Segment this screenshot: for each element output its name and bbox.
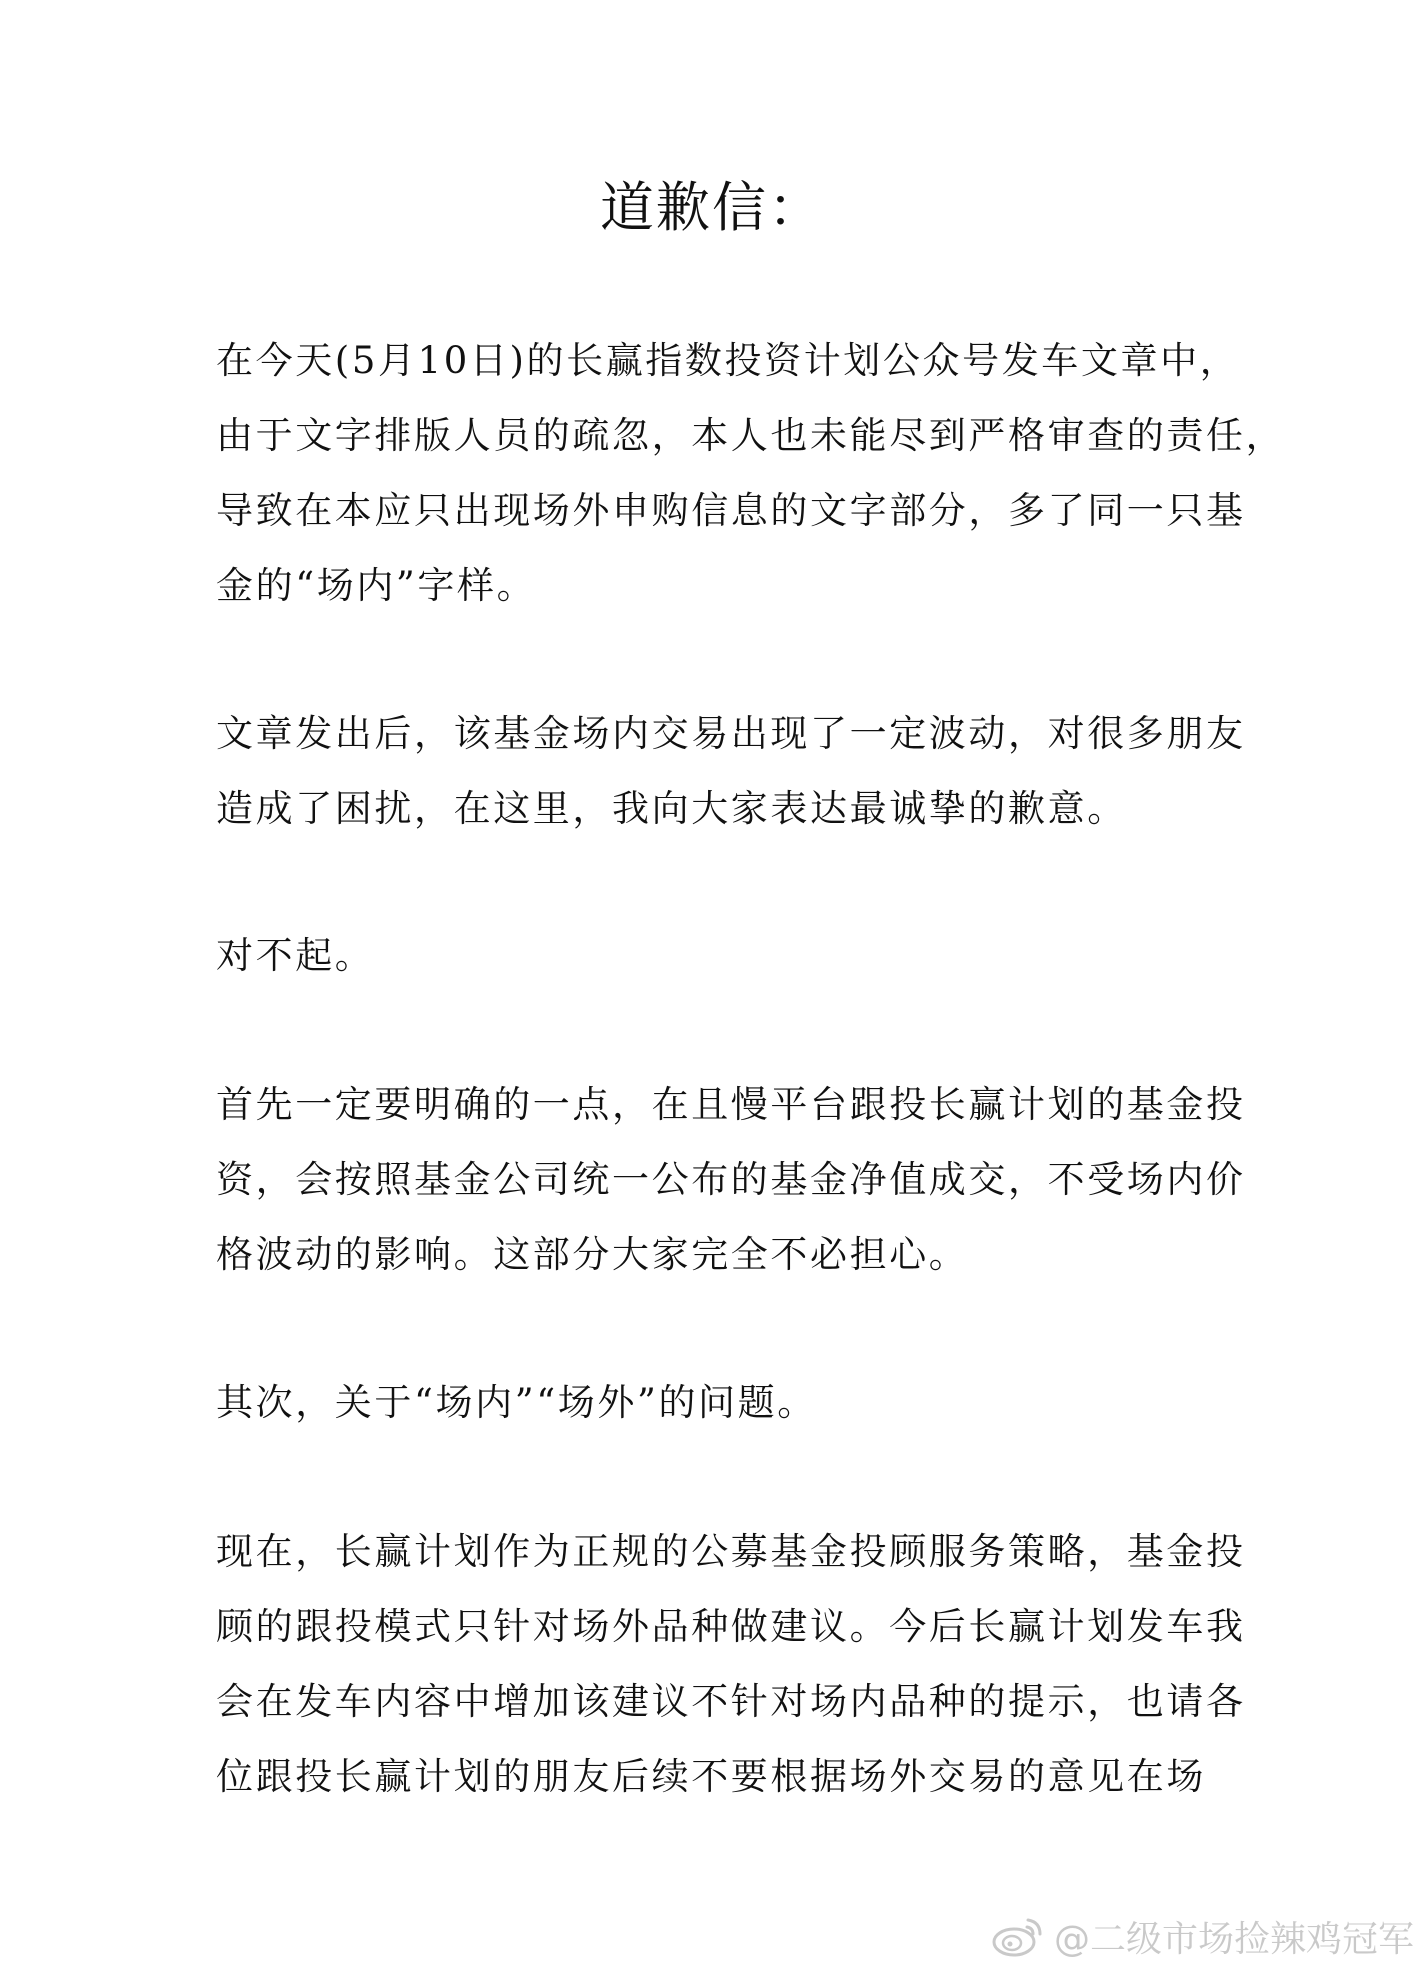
text-line: 格波动的影响。这部分大家完全不必担心。 [216,1233,969,1276]
paragraph-6 [216,1514,1246,1814]
text-line: 文章发出后，该基金场内交易出现了一定波动，对很多朋友 [216,712,1246,755]
paragraph-1 [216,323,1285,623]
watermark [990,1910,1414,1962]
text-line: 资，会按照基金公司统一公布的基金净值成交，不受场内价 [216,1158,1246,1201]
text-line: 首先一定要明确的一点，在且慢平台跟投长赢计划的基金投 [216,1083,1246,1126]
text-line: 导致在本应只出现场外申购信息的文字部分，多了同一只基 [216,489,1246,532]
text-line: 造成了困扰，在这里，我向大家表达最诚挚的歉意。 [216,787,1127,830]
text-line: 在今天(5月10日)的长赢指数投资计划公众号发车文章中， [216,339,1240,382]
paragraph-4 [216,1067,1246,1292]
text-line: 位跟投长赢计划的朋友后续不要根据场外交易的意见在场 [216,1755,1206,1798]
text-line: 对不起。 [216,934,375,977]
text-line: 金的“场内”字样。 [216,564,537,607]
paragraph-2 [216,696,1246,846]
letter-title: 道歉信： [600,176,824,239]
text-line: 会在发车内容中增加该建议不针对场内品种的提示，也请各 [216,1680,1246,1723]
text-line: 顾的跟投模式只针对场外品种做建议。今后长赢计划发车我 [216,1605,1246,1648]
paragraph-3 [216,918,374,993]
watermark-text: @二级市场捡辣鸡冠军 [1053,1918,1414,1960]
text-line: 由于文字排版人员的疏忽，本人也未能尽到严格审查的责任， [216,414,1286,457]
text-line: 其次，关于“场内”“场外”的问题。 [216,1381,817,1424]
paragraph-5 [216,1365,817,1440]
weibo-icon [990,1914,1046,1958]
text-line: 现在，长赢计划作为正规的公募基金投顾服务策略，基金投 [216,1530,1246,1573]
